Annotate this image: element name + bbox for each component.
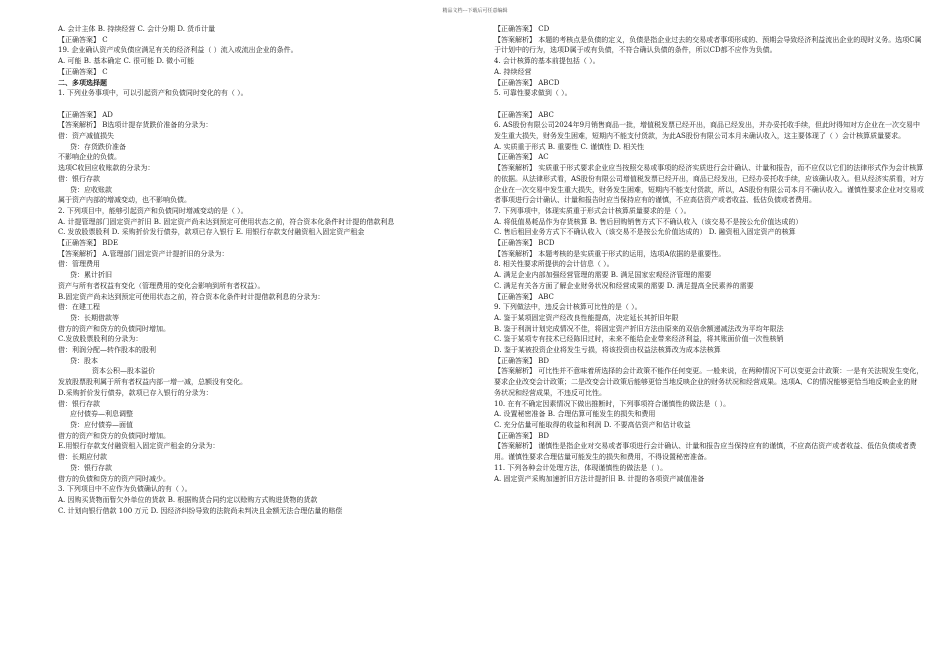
text-line: 6. AS股份有限公司2024年9月销售商品一批，增值税发票已经开出，商品已经发出，并办妥托收手续，但此时得知对方企业在一次交易中发生重大损失，财务发生困难，短期内不能支付货款，为此AS股份有限公司本月未确认收入，这主要体现了（ ）会计核算质量要求。 bbox=[494, 121, 921, 141]
text-line: 贷：股本 bbox=[70, 356, 98, 365]
text-line: D. 鉴于某被投资企业将发生亏损，将该投资由权益法核算改为成本法核算 bbox=[494, 346, 721, 355]
text-line: 借：管理费用 bbox=[58, 260, 100, 269]
text-line: 贷：累计折旧 bbox=[70, 271, 112, 280]
text-line: 发放股票股利属于所有者权益内部一增一减，总额没有变化。 bbox=[58, 378, 247, 387]
text-line: 【正确答案】 BDE bbox=[58, 239, 119, 248]
text-line: A. 满足企业内部加强经营管理的需要 B. 满足国家宏观经济管理的需要 bbox=[494, 271, 712, 280]
text-line: 19. 企业确认资产或负债应满足有关的经济利益（ ）流入或流出企业的条件。 bbox=[58, 46, 298, 55]
text-line: 借：利润分配—转作股本的股利 bbox=[58, 346, 156, 355]
text-line: A. 固定资产采购加速折旧方法计提折旧 B. 计提的各项资产减值准备 bbox=[494, 474, 705, 483]
text-line: 借方的负债和贷方的资产同时减少。 bbox=[58, 474, 170, 483]
text-line: 7. 下列事项中，体现实质重于形式会计核算质量要求的是（ ）。 bbox=[494, 206, 691, 215]
text-line: 借方的资产和贷方的负债同时增加。 bbox=[58, 324, 170, 333]
text-line: A. 持续经营 bbox=[494, 67, 532, 76]
text-line: C. 满足有关各方面了解企业财务状况和经营成果的需要 D. 满足提高全民素养的需要 bbox=[494, 281, 754, 290]
text-line: C. 售后租回业务方式下不确认收入（该交易不是按公允价值达成的） D. 融资租入固定资产的核算 bbox=[494, 228, 796, 237]
text-line: A. 可能 B. 基本确定 C. 很可能 D. 微小可能 bbox=[58, 57, 195, 66]
text-line: 贷：长期借款等 bbox=[70, 313, 119, 322]
text-line: 【答案解析】 可比性并不意味着所选择的会计政策不能作任何变更。一般来说，在两种情况下可以变更会计政策：一是有关法规发生变化，要求企业改变会计政策；二是改变会计政策后能够更恰当地反映企业的财务状况和经营成果。选项A、C的情况能够更恰当地反映企业的财务状况和经营成果，不违反可比性。 bbox=[494, 367, 924, 397]
text-line: C. 计划向银行借款 100 万元 D. 因经济纠纷导致的法院尚未判决且金额无法合理估量的赔偿 bbox=[58, 506, 343, 515]
text-line: A. 计提管理部门固定资产折旧 B. 固定资产尚未达到预定可使用状态之前，符合资本化条件时计提的借款利息 bbox=[58, 217, 395, 226]
text-line: C. 充分估量可能取得的收益和利润 D. 不要高估资产和估计收益 bbox=[494, 421, 691, 429]
text-line: A. 鉴于某项固定资产经改良性能提高，决定延长其折旧年限 bbox=[494, 313, 679, 322]
text-line: 【正确答案】 CD bbox=[494, 25, 550, 33]
text-line: C. 鉴于某项专有技术已经陈旧过时，未来不能给企业带来经济利益，将其账面价值一次性核销 bbox=[494, 335, 784, 344]
text-line: C. 发放股票股利 D. 采购折价发行债券，款项已存入银行 E. 用银行存款支付融资租入固定资产租金 bbox=[58, 228, 365, 237]
text-line: 8. 相关性要求所提供的会计信息（ ）。 bbox=[494, 260, 614, 269]
text-line: 借：银行存款 bbox=[58, 174, 100, 183]
text-line: 借：银行存款 bbox=[58, 399, 100, 408]
text-line: 【答案解析】 谨慎性是指企业对交易或者事项进行会计确认、计量和报告应当保持应有的谨慎，不应高估资产或者收益、低估负债或者费用。谨慎性要求合理估量可能发生的损失和费用，不得设置秘密准备。 bbox=[494, 442, 917, 462]
text-line: 【正确答案】 ABCD bbox=[494, 78, 560, 87]
text-line: 11. 下列各种会计处理方法，体现谨慎性的做法是（ ）。 bbox=[494, 463, 668, 472]
text-line bbox=[494, 99, 924, 110]
text-line: 贷：银行存款 bbox=[70, 463, 112, 472]
text-line: 【正确答案】 BCD bbox=[494, 239, 555, 248]
text-line: 应付债券—利息调整 bbox=[70, 410, 133, 419]
text-line: 5. 可靠性要求做到（ ）。 bbox=[494, 89, 572, 98]
text-line: 贷：应收账款 bbox=[70, 185, 112, 194]
text-line: D.采购折价发行债券，款项已存入银行的分录为： bbox=[58, 388, 213, 397]
text-line: 资本公积—股本溢价 bbox=[92, 367, 155, 376]
text-line: A. 设置秘密准备 B. 合理估算可能发生的损失和费用 bbox=[494, 410, 656, 419]
text-line: C.发放股票股利的分录为： bbox=[58, 335, 143, 344]
text-line: 属于资产内部的增减变动，也不影响负债。 bbox=[58, 196, 191, 205]
text-line: 9. 下列做法中，违反会计核算可比性的是（ ）。 bbox=[494, 303, 642, 312]
text-line: 【正确答案】 BD bbox=[494, 431, 549, 440]
text-line: A. 会计主体 B. 持续经营 C. 会计分期 D. 货币计量 bbox=[58, 25, 216, 33]
page-header: 精品文档---下载后可任意编辑 bbox=[442, 8, 508, 14]
text-line: 1. 下列业务事项中，可以引起资产和负债同时变化的有（ ）。 bbox=[58, 89, 248, 98]
text-line: A. 因购买货物而暂欠外单位的货款 B. 根据购货合同约定以赊购方式购进货物的货款 bbox=[58, 495, 318, 504]
text-line: 贷：存货跌价准备 bbox=[70, 142, 126, 151]
text-line: 借方的资产和贷方的负债同时增加。 bbox=[58, 431, 170, 440]
text-line: 10. 在有不确定因素情况下做出推断时，下列事项符合谨慎性的做法是（ ）。 bbox=[494, 399, 731, 408]
text-line: A. 实质重于形式 B. 重要性 C. 谨慎性 D. 相关性 bbox=[494, 142, 645, 151]
text-line: 【正确答案】 ABC bbox=[494, 110, 554, 119]
text-line: 不影响企业的负债。 bbox=[58, 153, 121, 162]
text-line: 【正确答案】 C bbox=[58, 67, 108, 76]
left-column bbox=[58, 24, 473, 516]
text-line: 选项C收回应收账款的分录为： bbox=[58, 164, 155, 173]
text-line: 4. 会计核算的基本前提包括（ ）。 bbox=[494, 57, 600, 66]
text-line: 【正确答案】 AC bbox=[494, 153, 549, 162]
text-line: 借：在建工程 bbox=[58, 303, 100, 312]
text-line: 借：资产减值损失 bbox=[58, 132, 114, 141]
text-line bbox=[58, 99, 473, 110]
right-column bbox=[494, 24, 924, 484]
text-line: 2. 下列项目中，能够引起资产和负债同时增减变动的是（ ）。 bbox=[58, 206, 248, 215]
text-line: A. 将低值易耗品作为存货核算 B. 售后回购销售方式下不确认收入（该交易不是按公允价值达成的） bbox=[494, 217, 803, 226]
text-line: 贷：应付债券—面值 bbox=[70, 421, 133, 429]
text-line: B.固定资产尚未达到预定可使用状态之前，符合资本化条件时计提借款利息的分录为： bbox=[58, 292, 325, 301]
text-line: 【答案解析】 本题考核的是实质重于形式的运用，选项A依据的是重要性。 bbox=[494, 249, 726, 258]
text-line: 【答案解析】 本题的考核点是负债的定义，负债是指企业过去的交易或者事项形成的、预期会导致经济利益流出企业的现时义务。选项C属于计划中的行为，选项D属于或有负债，不符合确认负债的条件，所以CD都不应作为负债。 bbox=[494, 35, 922, 55]
text-line: 【正确答案】 ABC bbox=[494, 292, 554, 301]
text-line: 【正确答案】 BD bbox=[494, 356, 549, 365]
text-line: 3. 下列项目中不应作为负债确认的有（ ）。 bbox=[58, 485, 192, 494]
text-line: 资产与所有者权益有变化（管理费用的变化会影响到所有者权益）。 bbox=[58, 281, 265, 290]
text-line: E.用银行存款支付融资租入固定资产租金的分录为： bbox=[58, 442, 220, 451]
text-line: 借：长期应付款 bbox=[58, 453, 107, 462]
text-line: 【正确答案】 AD bbox=[58, 110, 113, 119]
text-line: 【答案解析】 实质重于形式要求企业应当按照交易或事项的经济实质进行会计确认、计量和报告，而不应仅以它们的法律形式作为会计核算的依据。从法律形式看，AS股份有限公司增值税发票已经开出，商品已经发出，已经办妥托收手续，应该确认收入。但从经济实质看，对方企业在一次交易中发生重大损失，财务发生困难，短期内不能支付货款，所以，AS股份有限公司本月不确认收入。谨慎性要求企业对交易或者事项进行会计确认、计量和报告时应当保持应有的谨慎，不应高估资产或者收益、低估负债或者费用。 bbox=[494, 164, 924, 205]
text-line: 【答案解析】 B选项计提存货跌价准备的分录为： bbox=[58, 121, 213, 130]
section-heading: 二、多项选择题 bbox=[58, 77, 107, 87]
text-line: B. 鉴于利润计划完成情况不佳，将固定资产折旧方法由原来的双倍余额递减法改为平均年限法 bbox=[494, 324, 784, 333]
text-line: 【正确答案】 C bbox=[58, 35, 108, 44]
text-line: 【答案解析】 A.管理部门固定资产计提折旧的分录为： bbox=[58, 249, 229, 258]
